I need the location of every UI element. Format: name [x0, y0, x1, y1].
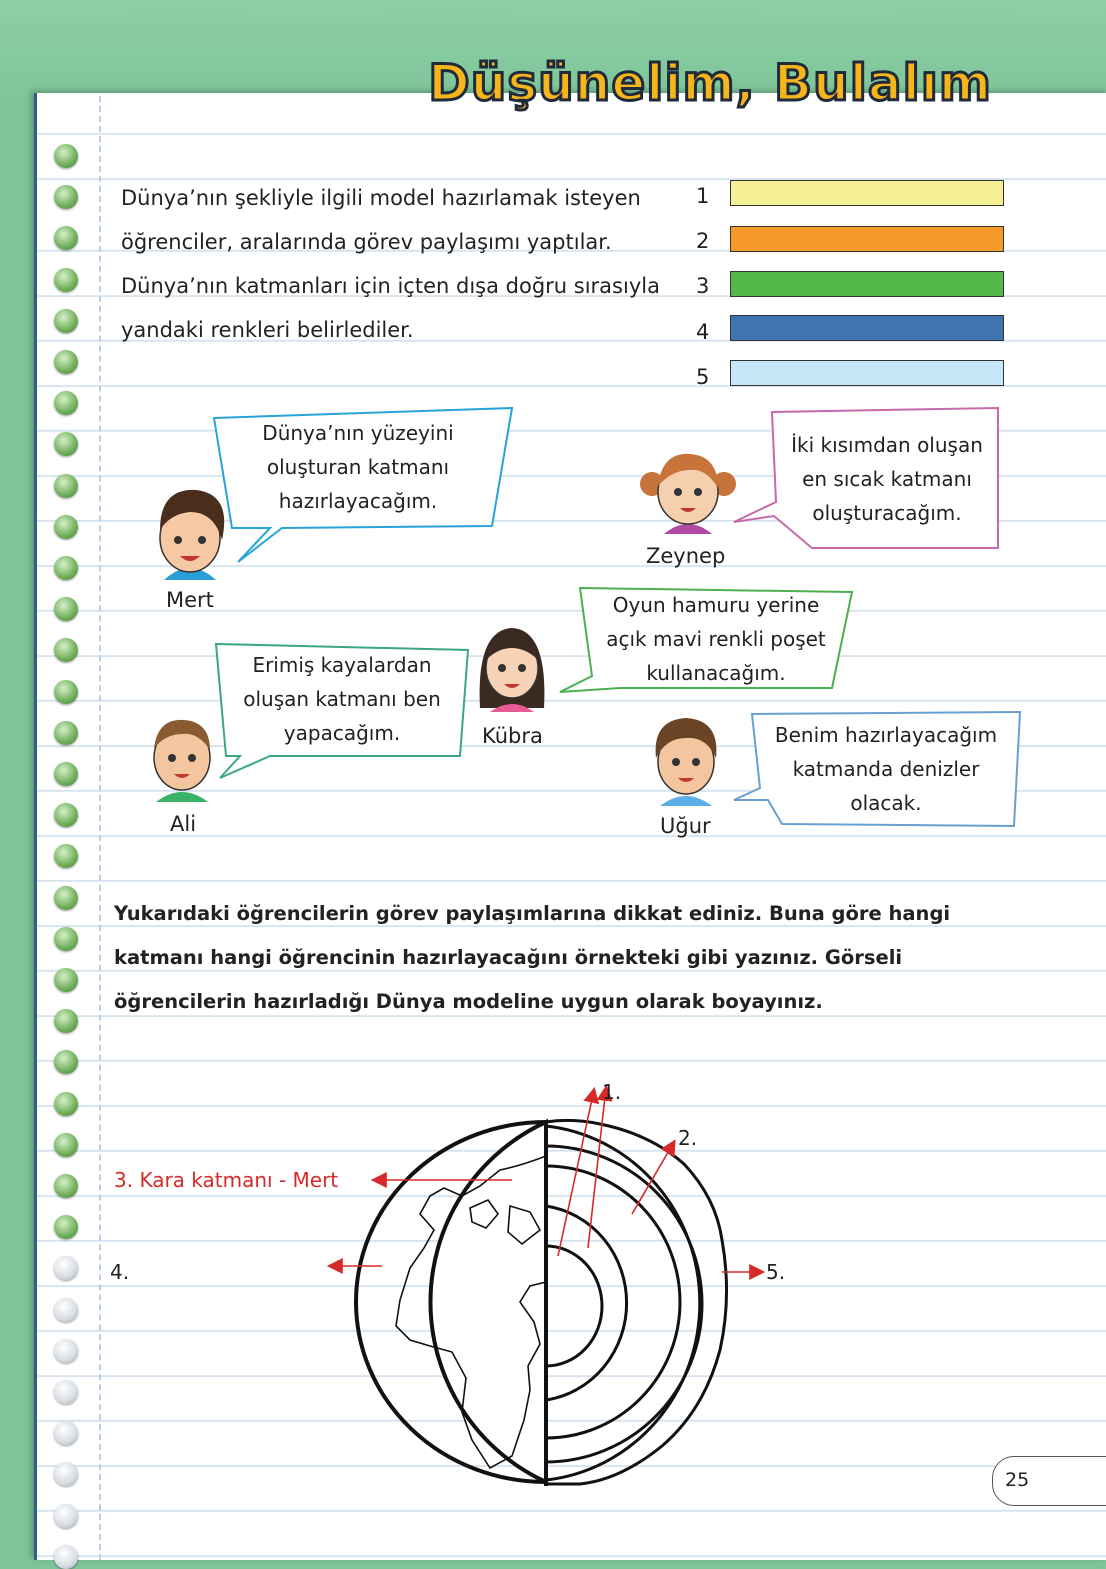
mert-speech-line-3: hazırlayacağım. — [278, 489, 438, 513]
color-key-number-1: 1 — [696, 184, 710, 208]
mert-speech-line-2: oluşturan katmanı — [266, 455, 450, 479]
page-number: 25 — [1005, 1469, 1030, 1491]
intro-line-2: öğrenciler, aralarında görev paylaşımı yaptılar. — [121, 230, 612, 254]
zeynep-speech-line-3: oluşturacağım. — [812, 501, 962, 525]
arrow-1b — [588, 1088, 606, 1248]
example-answer: 3. Kara katmanı - Mert — [114, 1168, 339, 1192]
name-kubra: Kübra — [482, 724, 543, 748]
page-number-tab — [992, 1456, 1106, 1506]
ugur-speech-line-3: olacak. — [850, 791, 922, 815]
kubra-speech-line-3: kullanacağım. — [646, 661, 786, 685]
layer-ring-4 — [546, 1126, 700, 1480]
intro-line-3: Dünya’nın katmanları için içten dışa doğru sırasıyla — [121, 274, 660, 298]
ali-speech-line-1: Erimiş kayalardan — [252, 653, 432, 677]
page-title: Düşünelim, Bulalım — [428, 54, 992, 112]
name-zeynep: Zeynep — [646, 544, 726, 568]
zeynep-speech-line-2: en sıcak katmanı — [802, 467, 972, 491]
color-key-number-4: 4 — [696, 320, 710, 344]
label-2: 2. — [678, 1126, 698, 1150]
name-mert: Mert — [166, 588, 214, 612]
instruction-line-1: Yukarıdaki öğrencilerin görev paylaşımlarına dikkat ediniz. Buna göre hangi — [114, 902, 951, 925]
label-1: 1. — [602, 1080, 622, 1104]
intro-line-1: Dünya’nın şekliyle ilgili model hazırlamak isteyen — [121, 186, 641, 210]
kubra-speech-line-2: açık mavi renkli poşet — [606, 627, 826, 651]
color-key-number-3: 3 — [696, 274, 710, 298]
mert-speech-line-1: Dünya’nın yüzeyini — [262, 421, 454, 445]
ali-speech-line-3: yapacağım. — [283, 721, 401, 745]
earth-outer-hemisphere — [430, 1122, 546, 1482]
color-key-number-5: 5 — [696, 365, 710, 389]
label-5: 5. — [766, 1260, 786, 1284]
ugur-speech-line-2: katmanda denizler — [792, 757, 980, 781]
layer-ring-2 — [546, 1166, 680, 1438]
layer-ring-1 — [546, 1206, 627, 1400]
instruction-line-2: katmanı hangi öğrencinin hazırlayacağını örnekteki gibi yazınız. Görseli — [114, 946, 903, 969]
layer-core — [546, 1246, 602, 1366]
ugur-speech-line-1: Benim hazırlayacağım — [774, 723, 998, 747]
kubra-speech-line-1: Oyun hamuru yerine — [612, 593, 820, 617]
zeynep-speech-line-1: İki kısımdan oluşan — [791, 433, 983, 457]
intro-line-4: yandaki renkleri belirlediler. — [121, 318, 414, 342]
name-ali: Ali — [170, 812, 197, 836]
ali-speech-line-2: oluşan katmanı ben — [243, 687, 441, 711]
color-key-number-2: 2 — [696, 229, 710, 253]
name-ugur: Uğur — [660, 814, 711, 838]
instruction-line-3: öğrencilerin hazırladığı Dünya modeline uygun olarak boyayınız. — [114, 990, 823, 1013]
label-4: 4. — [110, 1260, 130, 1284]
